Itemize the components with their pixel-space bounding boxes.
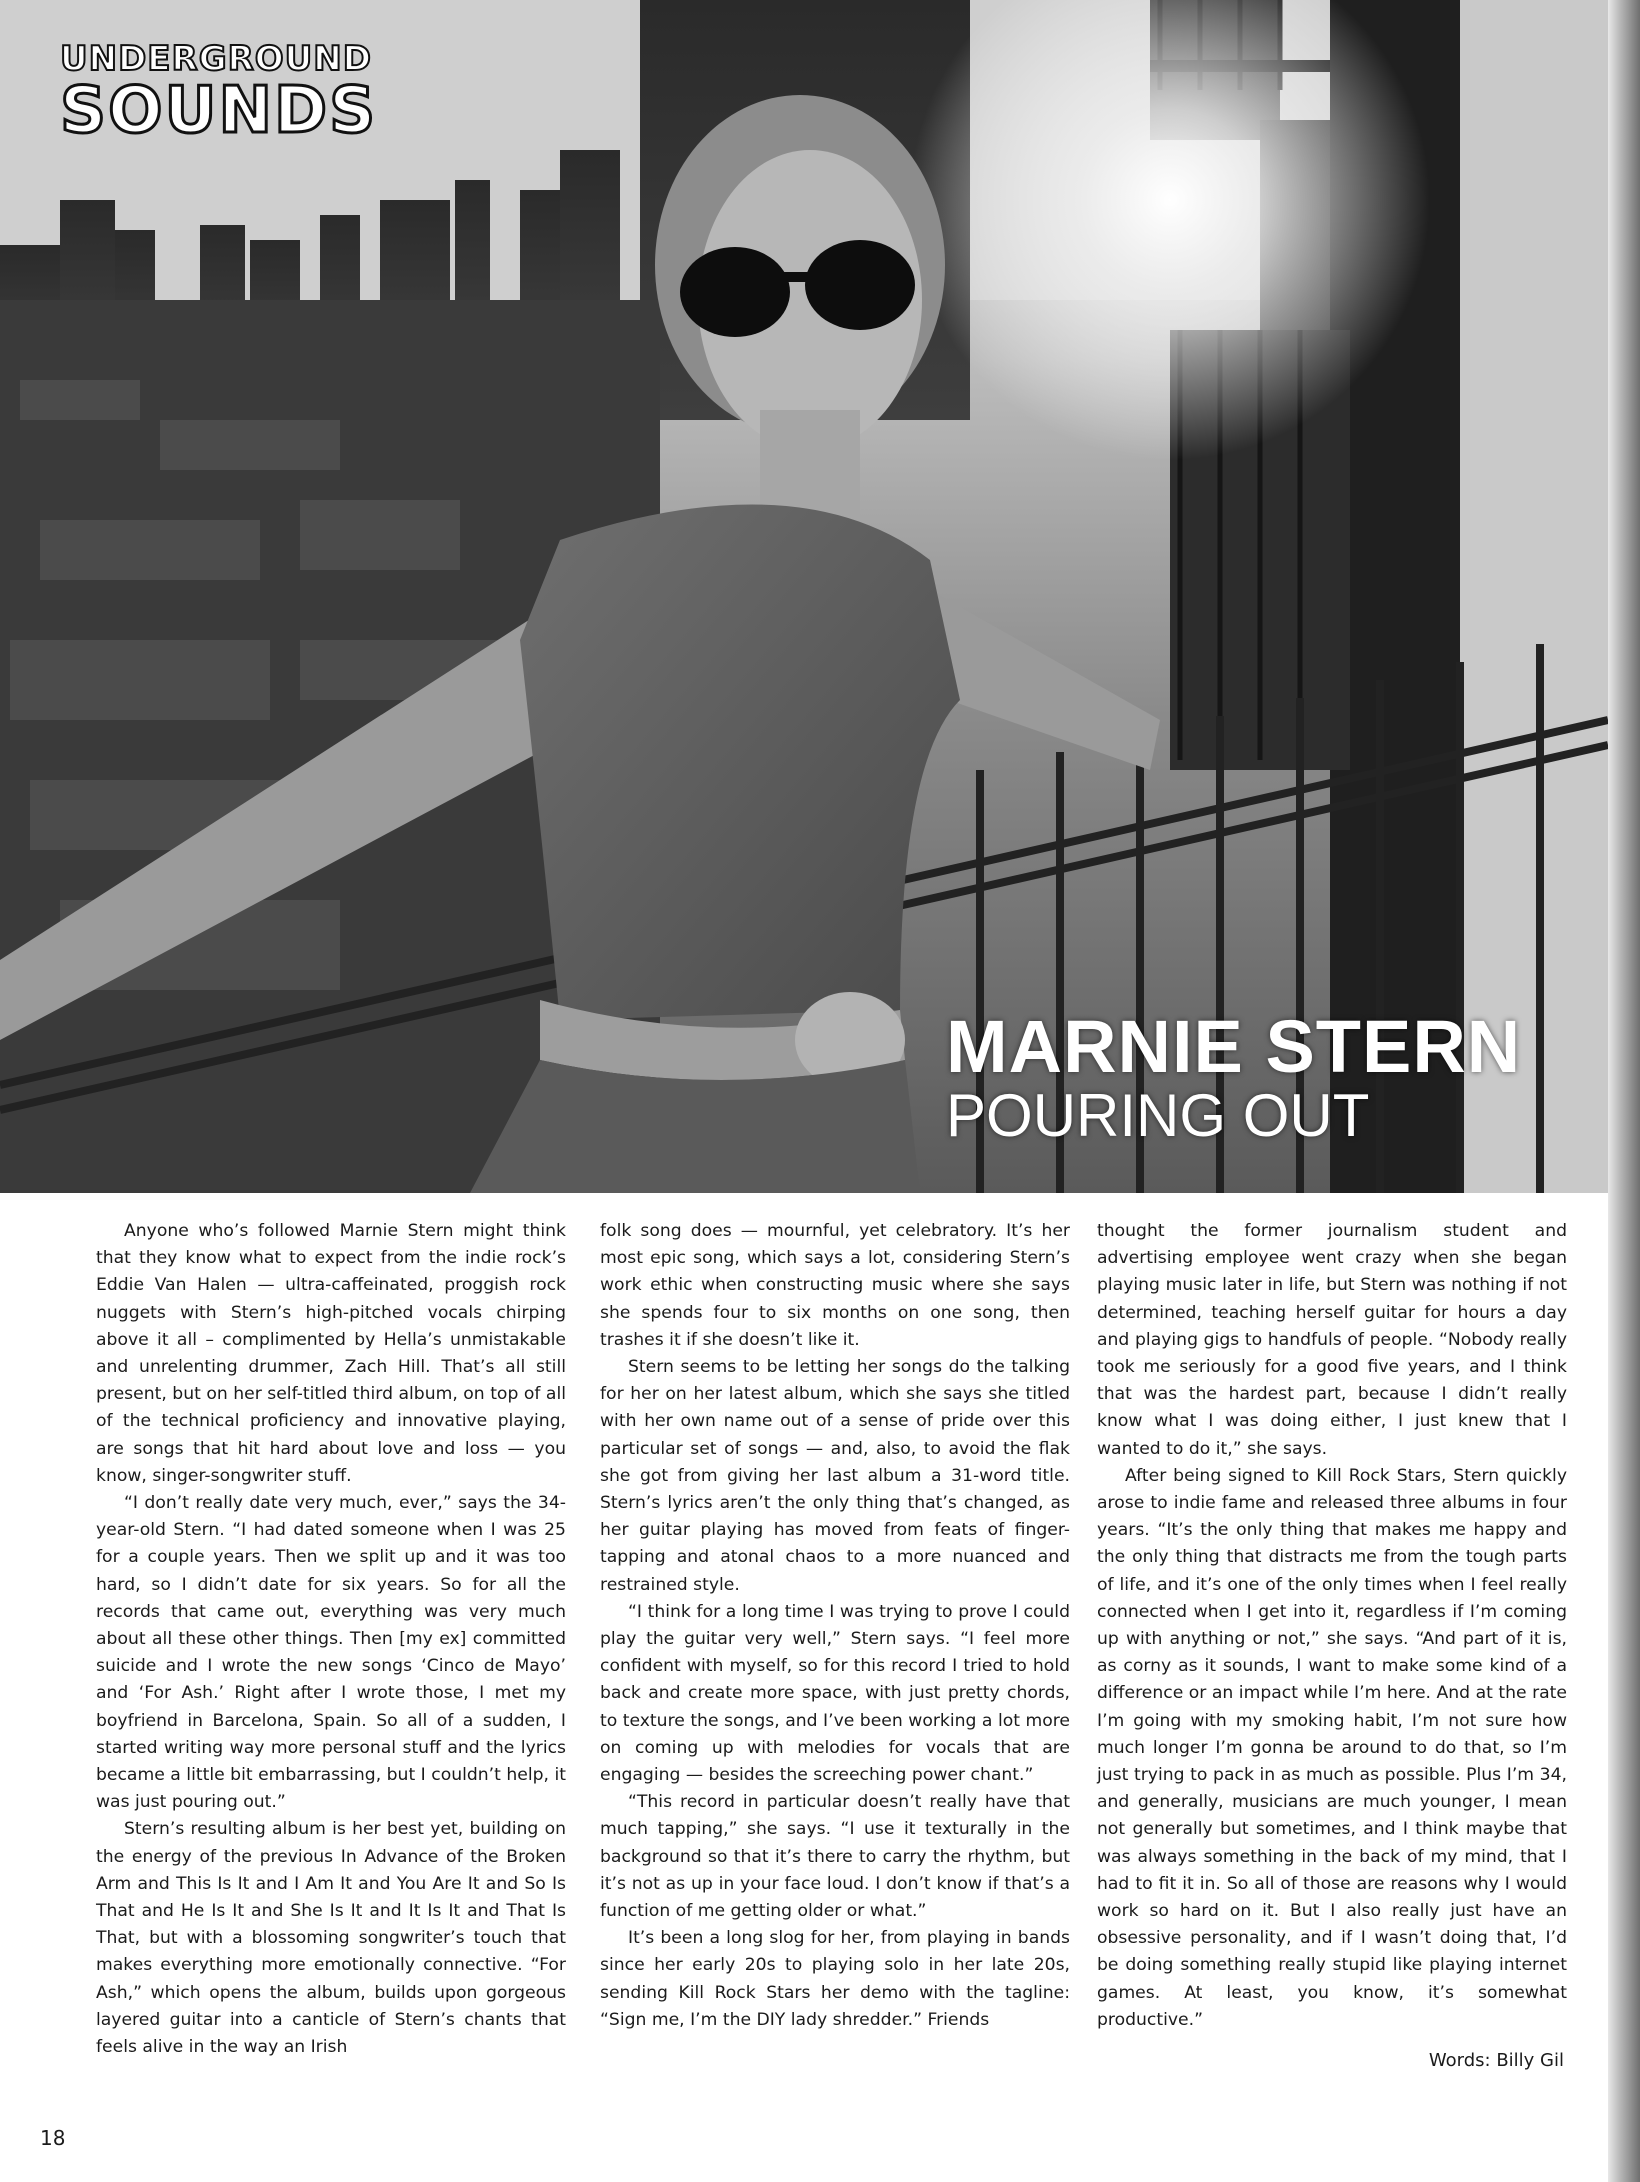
section-logo [60,39,378,152]
article-subtitle: POURING OUT [946,1082,1370,1149]
logo-line-1: UNDERGROUND [60,39,372,79]
paragraph: “I don’t really date very much, ever,” says the 34-year-old Stern. “I had dated someone when I was 25 for a couple years. Then we split up and it was too hard, so I didn’t date for six years. So for all the records that came out, everything was very much about all these other things. Then [my ex] committed suicide and I wrote the new songs ‘Cinco de Mayo’ and ‘For Ash.’ Right after I wrote those, I met my boyfriend in Barcelona, Spain. So all of a sudden, I started writing way more personal stuff and the lyrics became a little bit embarrassing, but I couldn’t help, it was just pouring out.” [96,1493,566,1813]
article-column-1 [96,1218,566,2061]
paragraph: Stern seems to be letting her songs do the talking for her on her latest album, which she says she titled with her own name out of a sense of pride over this particular set of songs — and, also, to avoid the flak she got from giving her last album a 31-word title. Stern’s lyrics aren’t the only thing that’s changed, as her guitar playing has moved from feats of finger-tapping and atonal chaos to a more nuanced and restrained style. [600,1357,1070,1595]
paragraph: folk song does — mournful, yet celebratory. It’s her most epic song, which says a lot, considering Stern’s work ethic when constructing music where she says she spends four to six months on one song, then trashes it if she doesn’t like it. [600,1221,1070,1350]
byline: Words: Billy Gil [1428,2050,1564,2071]
page-gutter-shadow [1608,0,1640,2182]
page-number: 18 [40,2126,66,2150]
article-headline [946,1005,1606,1149]
article-column-3 [1097,1218,1567,2034]
article-column-2 [600,1218,1070,2034]
logo-line-2: SOUNDS [60,74,378,148]
article-body [96,1218,1567,2058]
paragraph: Anyone who’s followed Marnie Stern might think that they know what to expect from the indie rock’s Eddie Van Halen — ultra-caffeinated, proggish rock nuggets with Stern’s high-pitched vocals chirping above it all – complimented by Hella’s unmistakable and unrelenting drummer, Zach Hill. That’s all still present, but on her self-titled third album, on top of all of the technical proficiency and innovative playing, are songs that hit hard about love and loss — you know, singer-songwriter stuff. [96,1221,566,1486]
paragraph: After being signed to Kill Rock Stars, Stern quickly arose to indie fame and released three albums in four years. “It’s the only thing that makes me happy and the only thing that distracts me from the tough parts of life, and it’s one of the only times when I feel really connected when I get into it, regardless if I’m coming up with anything or not,” she says. “And part of it is, as corny as it sounds, I want to make some kind of a difference or an impact while I’m here. And at the rate I’m going with my smoking habit, I’m not sure how much longer I’m gonna be around to do that, so I’m just trying to pack in as much as possible. Plus I’m 34, and generally, musicians are much younger, I mean not generally but sometimes, and I think maybe that was always something in the back of my mind, that I had to fit it in. So all of those are reasons why I would work so hard on it. But I also really just have an obsessive personality, and if I wasn’t doing that, I’d be doing something really stupid like playing internet games. At least, you know, it’s somewhat productive.” [1097,1465,1567,2030]
paragraph: thought the former journalism student and advertising employee went crazy when she began playing music later in life, but Stern was nothing if not determined, teaching herself guitar for hours a day and playing gigs to handfuls of people. “Nobody really took me seriously for a good five years, and I think that was the hardest part, because I didn’t really know what I was doing either, I just knew that I wanted to do it,” she says. [1097,1221,1567,1459]
paragraph: “I think for a long time I was trying to prove I could play the guitar very well,” Stern says. “I feel more confident with myself, so for this record I tried to hold back and create more space, with just pretty chords, to texture the songs, and I’ve been working a lot more on coming up with melodies for vocals that are engaging — besides the screeching power chant.” [600,1601,1070,1786]
paragraph: Stern’s resulting album is her best yet, building on the energy of the previous In Advance of the Broken Arm and This Is It and I Am It and You Are It and So Is That and He Is It and She Is It and It Is It and That Is That, but with a blossoming songwriter’s touch that makes everything more emotionally connective. “For Ash,” which opens the album, builds upon gorgeous layered guitar into a canticle of Stern’s chants that feels alive in the way an Irish [96,1819,566,2058]
article-title: MARNIE STERN [946,1005,1522,1088]
paragraph: “This record in particular doesn’t really have that much tapping,” she says. “I use it texturally in the background so that it’s there to carry the rhythm, but it’s not as up in your face loud. I don’t know if that’s a function of me getting older or what.” [600,1792,1070,1922]
paragraph: It’s been a long slog for her, from playing in bands since her early 20s to playing solo in her late 20s, sending Kill Rock Stars her demo with the tagline: “Sign me, I’m the DIY lady shredder.” Friends [600,1928,1070,2030]
